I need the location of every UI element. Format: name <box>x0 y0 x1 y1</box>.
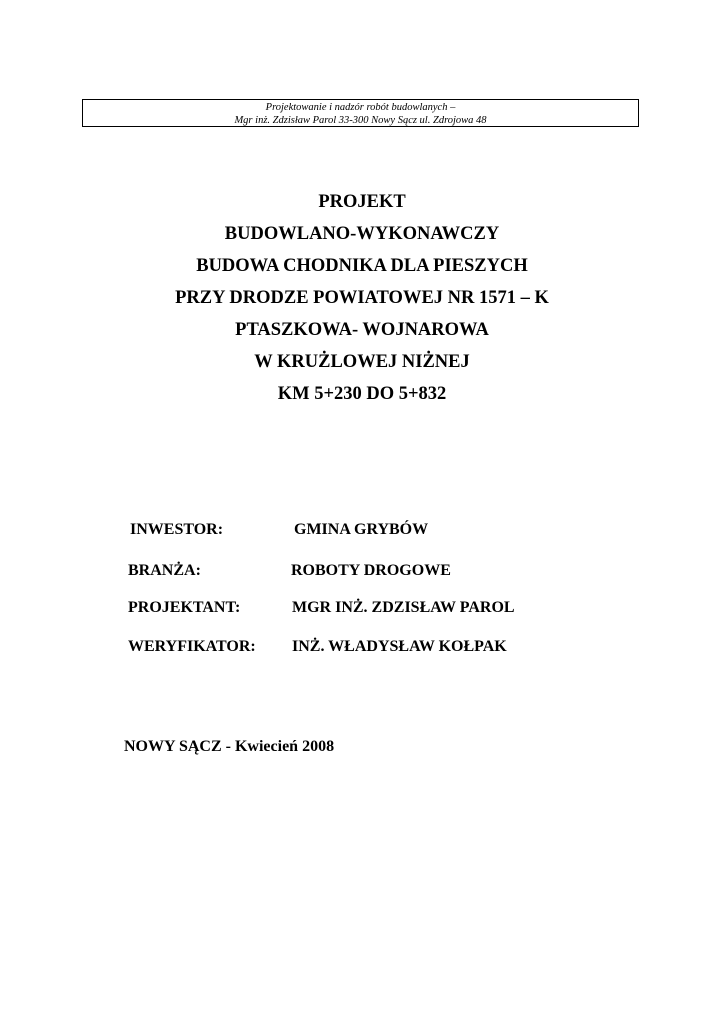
title-line-4: PRZY DRODZE POWIATOWEJ NR 1571 – K <box>175 288 549 308</box>
header-line-1: Projektowanie i nadzór robót budowlanych – <box>265 102 456 113</box>
verifier-value: INŻ. WŁADYSŁAW KOŁPAK <box>292 638 507 655</box>
info-row-branch <box>0 561 724 581</box>
verifier-label: WERYFIKATOR: <box>128 638 256 655</box>
project-title <box>0 186 724 410</box>
title-line-1: PROJEKT <box>318 192 406 212</box>
investor-label: INWESTOR: <box>130 521 224 538</box>
header-line-2: Mgr inż. Zdzisław Parol 33-300 Nowy Sącz ul. Zdrojowa 48 <box>234 115 487 126</box>
title-line-7: KM 5+230 DO 5+832 <box>277 384 447 404</box>
info-row-investor <box>0 520 724 540</box>
designer-value: MGR INŻ. ZDZISŁAW PAROL <box>292 599 515 616</box>
info-row-verifier <box>0 637 724 657</box>
title-line-5: PTASZKOWA- WOJNAROWA <box>235 320 489 340</box>
title-line-6: W KRUŻLOWEJ NIŻNEJ <box>254 352 470 372</box>
title-line-3: BUDOWA CHODNIKA DLA PIESZYCH <box>196 256 528 276</box>
branch-label: BRANŻA: <box>128 562 201 579</box>
investor-value: GMINA GRYBÓW <box>294 521 429 538</box>
info-row-designer <box>0 598 724 618</box>
title-line-2: BUDOWLANO-WYKONAWCZY <box>224 224 500 244</box>
place-date: NOWY SĄCZ - Kwiecień 2008 <box>124 738 335 755</box>
branch-value: ROBOTY DROGOWE <box>291 562 451 579</box>
designer-label: PROJEKTANT: <box>128 599 241 616</box>
header-box <box>82 99 639 127</box>
